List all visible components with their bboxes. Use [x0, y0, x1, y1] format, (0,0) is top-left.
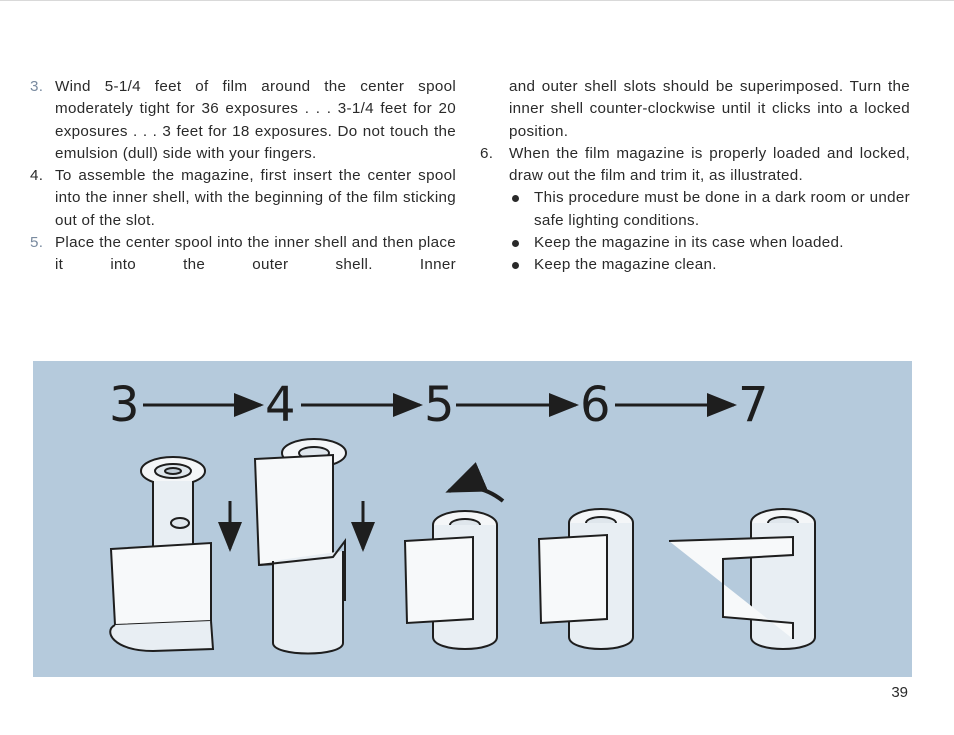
- step-text: and outer shell slots should be superimposed. Turn the inner shell counter-clockwise until it clicks into a locked position.: [509, 78, 910, 140]
- step-label: 5: [424, 377, 455, 433]
- step-number: 5.: [30, 234, 44, 252]
- step-label: 4: [265, 377, 296, 433]
- step-number: 3.: [30, 78, 44, 95]
- instruction-step-5-continued: [480, 76, 910, 143]
- illustration-svg: [33, 361, 912, 677]
- bullet-dot-icon: [512, 262, 519, 269]
- bullet-dot-icon: [512, 195, 519, 202]
- bullet-text: Keep the magazine clean.: [534, 256, 717, 274]
- top-edge: [0, 0, 954, 1]
- instruction-step-6: [480, 143, 910, 188]
- page-number: 39: [891, 684, 908, 701]
- step-text: When the film magazine is properly loaded and locked, draw out the film and trim it, as illustrated.: [509, 144, 910, 185]
- step-label: 7: [738, 377, 769, 433]
- film-magazine-icon: [669, 509, 815, 649]
- step-text: Place the center spool into the inner shell and then place it into the outer shell. Inner: [55, 234, 456, 274]
- bullet-item: [480, 232, 910, 254]
- step-number: 4.: [30, 167, 44, 185]
- step-number: 6.: [480, 144, 494, 162]
- step-text: To assemble the magazine, first insert the center spool into the inner shell, with the beginning of the film sticking out of the slot.: [55, 167, 456, 229]
- film-magazine-icon: [255, 439, 346, 654]
- film-magazine-icon: [405, 511, 497, 649]
- step-text: Wind 5-1/4 feet of film around the center spool moderately tight for 36 exposures . . . 3-1/4 feet for 20 exposures . . . 3 feet for 18 exposures. Do not touch the emulsion (dull) side with your fingers.: [55, 78, 456, 162]
- instruction-step-4: [30, 165, 456, 232]
- bullet-text: This procedure must be done in a dark room or under safe lighting conditions.: [534, 189, 910, 229]
- bullet-text: Keep the magazine in its case when loaded.: [534, 234, 844, 252]
- instruction-step-3: [30, 76, 456, 165]
- film-magazine-icon: [110, 457, 213, 651]
- right-column: [480, 76, 910, 277]
- bullet-item: [480, 254, 910, 276]
- magazine-loading-illustration: [33, 361, 912, 677]
- step-label: 6: [580, 377, 611, 433]
- left-column: [30, 76, 456, 277]
- instruction-step-5: [30, 232, 456, 277]
- step-label: 3: [109, 377, 140, 433]
- bullet-dot-icon: [512, 240, 519, 247]
- rotate-arrow-icon: [449, 487, 503, 501]
- bullet-item: [480, 187, 910, 232]
- film-magazine-icon: [539, 509, 633, 649]
